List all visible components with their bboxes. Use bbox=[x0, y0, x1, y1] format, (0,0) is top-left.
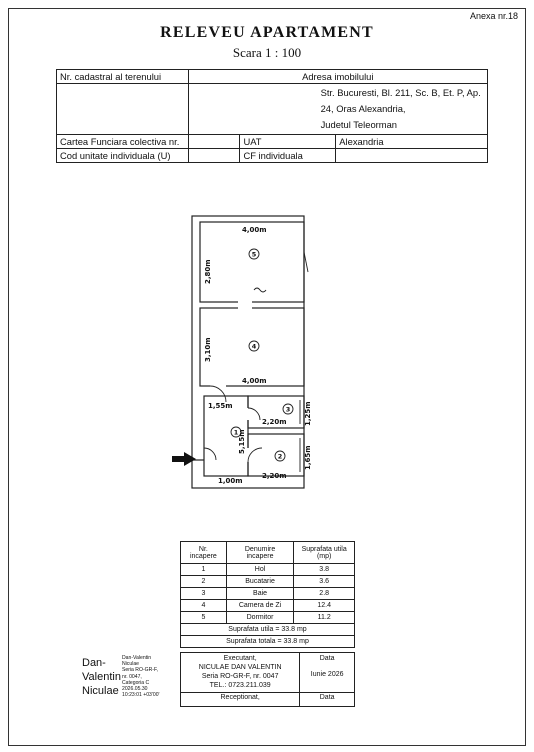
address-line: Str. Bucuresti, Bl. 211, Sc. B, Et. P, Ap. 24, Oras Alexandria, bbox=[320, 87, 481, 114]
room-number: 1 bbox=[233, 428, 239, 437]
digital-signature-details: Dan-Valentin Niculae Seria RO-GR-F, nr. 0047, Categoria C 2026.05.30 10:23:01 +03'00' bbox=[122, 655, 160, 699]
executant-cell: Executant, NICULAE DAN VALENTIN Seria RO-GR-F, nr. 0047 TEL.: 0723.211.039 bbox=[181, 653, 300, 693]
dimension-label: 1,55m bbox=[208, 402, 233, 410]
window-mark bbox=[304, 252, 308, 272]
total-area: Suprafata totala = 33.8 mp bbox=[181, 636, 355, 648]
room-number: 2 bbox=[277, 452, 283, 461]
dimension-label: 3,10m bbox=[204, 337, 212, 362]
unit-value bbox=[188, 149, 240, 163]
cf-value bbox=[188, 135, 240, 149]
dimension-label: 4,00m bbox=[242, 226, 267, 234]
kitchen-outline bbox=[248, 434, 304, 476]
cf-individual-value bbox=[336, 149, 488, 163]
table-row: 2 Bucatarie 3.6 bbox=[181, 576, 355, 588]
dimension-label: 4,00m bbox=[242, 377, 267, 385]
col-header-area: Suprafata utila (mp) bbox=[294, 542, 355, 564]
address-line: Judetul Teleorman bbox=[320, 119, 398, 130]
address-value bbox=[188, 84, 487, 135]
table-row: 3 Baie 2.8 bbox=[181, 588, 355, 600]
total-useful-area: Suprafata utila = 33.8 mp bbox=[181, 624, 355, 636]
cf-individual-label: CF individuala bbox=[240, 149, 336, 163]
received-label: Receptionat, bbox=[181, 693, 300, 707]
dimension-label: 1,65m bbox=[304, 445, 312, 470]
rooms-table bbox=[180, 541, 355, 648]
bedroom-outline bbox=[200, 222, 304, 302]
door-swing bbox=[204, 448, 216, 460]
signature-table bbox=[180, 652, 355, 707]
uat-label: UAT bbox=[240, 135, 336, 149]
cadastral-label: Nr. cadastral al terenului bbox=[57, 70, 189, 84]
cf-label: Cartea Funciara colectiva nr. bbox=[57, 135, 189, 149]
dimension-label: 2,20m bbox=[262, 418, 287, 426]
entrance-arrow-icon bbox=[172, 452, 196, 466]
cadastral-value bbox=[57, 84, 189, 135]
header-table bbox=[56, 69, 488, 163]
table-row: 4 Camera de Zi 12.4 bbox=[181, 600, 355, 612]
dimension-label: 2,80m bbox=[204, 259, 212, 284]
date-cell: Data Iunie 2026 bbox=[300, 653, 355, 693]
dimension-label: 1,00m bbox=[218, 477, 243, 485]
uat-value: Alexandria bbox=[336, 135, 488, 149]
dimension-label: 5,15m bbox=[238, 429, 246, 454]
digital-signature-name: Dan- Valentin Niculae bbox=[82, 657, 121, 697]
address-label: Adresa imobilului bbox=[188, 70, 487, 84]
dimension-label: 1,25m bbox=[304, 401, 312, 426]
scale-label: Scara 1 : 100 bbox=[232, 45, 302, 60]
table-row: 1 Hol 3.8 bbox=[181, 564, 355, 576]
received-date-label: Data bbox=[300, 693, 355, 707]
radiator-symbol bbox=[254, 288, 266, 292]
room-number: 4 bbox=[251, 342, 257, 351]
unit-label: Cod unitate individuala (U) bbox=[57, 149, 189, 163]
col-header-nr: Nr. incapere bbox=[181, 542, 227, 564]
floor-plan bbox=[170, 212, 320, 492]
dimension-label: 2,20m bbox=[262, 472, 287, 480]
col-header-name: Denumire incapere bbox=[226, 542, 294, 564]
annex-label: Anexa nr.18 bbox=[469, 11, 518, 21]
room-number: 3 bbox=[285, 405, 291, 414]
table-row: 5 Dormitor 11.2 bbox=[181, 612, 355, 624]
page-title: RELEVEU APARTAMENT bbox=[160, 24, 374, 41]
room-number: 5 bbox=[251, 250, 257, 259]
